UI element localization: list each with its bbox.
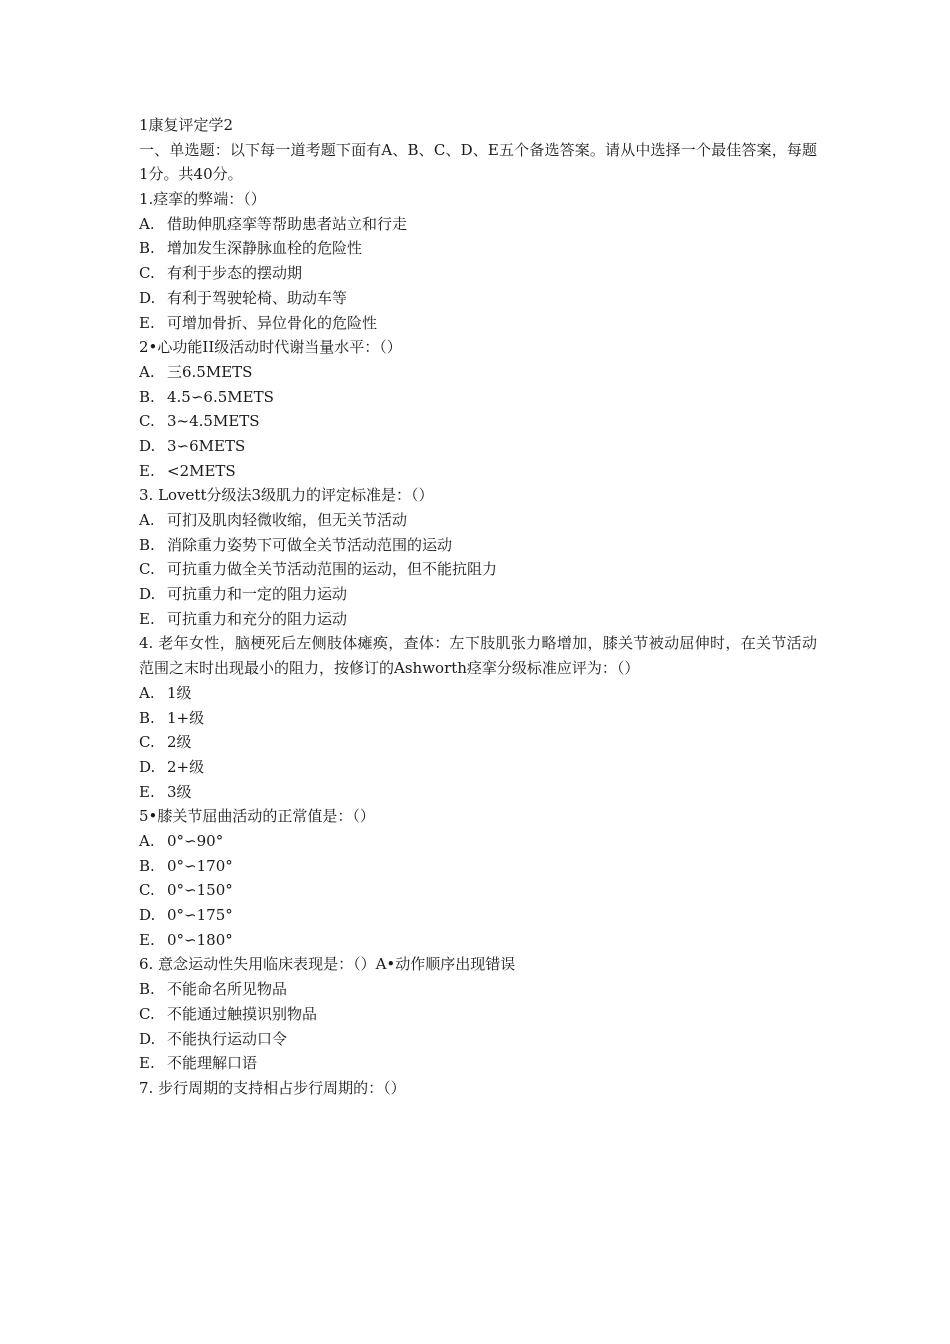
option-text: 1+级 [167, 708, 205, 727]
question-block [139, 804, 817, 952]
answer-option [139, 434, 817, 459]
answer-option [139, 1027, 817, 1052]
answer-option [139, 286, 817, 311]
question-block [139, 335, 817, 483]
question-stem: 4. 老年女性，脑梗死后左侧肢体瘫痪，查体：左下肢肌张力略增加，膝关节被动屈伸时，在关节活动范围之末时出现最小的阻力，按修订的Ashworth痉挛分级标准应评为：（） [139, 634, 817, 678]
answer-option [139, 508, 817, 533]
option-text: 有利于步态的摆动期 [167, 264, 303, 283]
option-text: 0°∽180° [167, 930, 233, 949]
option-text: 可抗重力和一定的阻力运动 [167, 585, 348, 604]
option-letter: B. [139, 980, 155, 999]
option-letter: A. [139, 832, 155, 850]
section-intro: 一、单选题：以下每一道考题下面有A、B、C、D、E五个备选答案。请从中选择一个最佳答案，每题1分。共40分。 [139, 140, 817, 184]
option-text: 2+级 [167, 757, 205, 776]
question-stem: 2•心功能II级活动时代谢当量水平：（） [139, 338, 402, 357]
option-letter: D. [139, 906, 156, 925]
answer-option [139, 730, 817, 755]
question-stem: 3. Lovett分级法3级肌力的评定标准是：（） [139, 486, 434, 505]
answer-option [139, 533, 817, 558]
option-letter: A. [139, 683, 155, 702]
answer-option [139, 409, 817, 434]
question-stem: 5•膝关节屈曲活动的正常值是：（） [139, 807, 375, 826]
answer-option [139, 557, 817, 582]
option-text: 可扪及肌肉轻微收缩，但无关节活动 [167, 511, 408, 530]
option-text: 3级 [167, 782, 192, 801]
question-block [139, 187, 817, 335]
option-letter: C. [139, 1004, 155, 1023]
question-stem: 1.痉挛的弊端：（） [139, 190, 266, 209]
option-letter: A. [139, 511, 155, 530]
option-text: 不能执行运动口令 [167, 1029, 288, 1048]
option-text: 0°∽150° [167, 881, 233, 900]
answer-option [139, 261, 817, 286]
option-text: 4.5∽6.5METS [167, 387, 274, 406]
answer-option [139, 903, 817, 928]
option-letter: C. [139, 412, 155, 431]
option-text: 可抗重力和充分的阻力运动 [167, 609, 348, 628]
answer-option [139, 706, 817, 731]
answer-option [139, 780, 817, 805]
option-letter: E. [139, 461, 155, 480]
answer-option [139, 977, 817, 1002]
option-letter: A. [139, 362, 155, 381]
option-text: 不能通过触摸识别物品 [167, 1004, 318, 1023]
answer-option [139, 1051, 817, 1076]
option-text: 增加发生深静脉血栓的危险性 [167, 239, 363, 258]
answer-option [139, 928, 817, 953]
answer-option [139, 854, 817, 879]
option-text: 0°∽175° [167, 906, 233, 925]
option-text: 有利于驾驶轮椅、助动车等 [167, 288, 348, 307]
answer-option [139, 236, 817, 261]
answer-option [139, 212, 817, 237]
answer-option [139, 681, 817, 706]
option-text: 1级 [167, 683, 192, 702]
option-text: 借助伸肌痉挛等帮助患者站立和行走 [167, 214, 408, 233]
option-text: 不能理解口语 [167, 1054, 258, 1073]
option-letter: B. [139, 535, 155, 554]
question-block [139, 952, 817, 1075]
option-text: <2METS [167, 461, 236, 480]
option-letter: C. [139, 560, 155, 579]
question-list [139, 187, 817, 1100]
option-letter: C. [139, 733, 155, 752]
answer-option [139, 755, 817, 780]
answer-option [139, 582, 817, 607]
option-text: 2级 [167, 733, 192, 752]
option-letter: D. [139, 288, 156, 307]
option-letter: D. [139, 436, 156, 455]
option-text: 0°∽170° [167, 856, 233, 875]
option-letter: D. [139, 585, 156, 604]
option-text: 3~4.5METS [167, 412, 260, 431]
option-letter: A. [139, 214, 155, 233]
option-letter: D. [139, 757, 156, 776]
document-page [139, 113, 817, 1101]
option-text: 可增加骨折、异位骨化的危险性 [167, 313, 378, 332]
option-letter: B. [139, 856, 155, 875]
option-letter: C. [139, 264, 155, 283]
option-text: 0°∽90° [167, 832, 224, 850]
answer-option [139, 311, 817, 336]
answer-option [139, 607, 817, 632]
option-text: 不能命名所见物品 [167, 980, 288, 999]
option-letter: D. [139, 1029, 156, 1048]
option-text: 可抗重力做全关节活动范围的运动，但不能抗阻力 [167, 560, 498, 579]
option-letter: B. [139, 387, 155, 406]
option-letter: B. [139, 708, 155, 727]
question-stem: 7. 步行周期的支持相占步行周期的：（） [139, 1078, 406, 1097]
option-text: 三6.5METS [167, 362, 253, 381]
answer-option [139, 1002, 817, 1027]
question-block [139, 631, 817, 804]
option-letter: B. [139, 239, 155, 258]
question-stem: 6. 意念运动性失用临床表现是：（）A•动作顺序出现错误 [139, 955, 516, 974]
option-letter: E. [139, 1054, 155, 1073]
option-letter: E. [139, 609, 155, 628]
question-block [139, 483, 817, 631]
option-letter: C. [139, 881, 155, 900]
option-letter: E. [139, 930, 155, 949]
option-text: 消除重力姿势下可做全关节活动范围的运动 [167, 535, 453, 554]
question-block [139, 1076, 817, 1101]
answer-option [139, 360, 817, 385]
answer-option [139, 829, 817, 854]
answer-option [139, 459, 817, 484]
document-title: 1康复评定学2 [139, 116, 234, 134]
option-text: 3∽6METS [167, 436, 246, 455]
option-letter: E. [139, 782, 155, 801]
answer-option [139, 878, 817, 903]
answer-option [139, 385, 817, 410]
option-letter: E. [139, 313, 155, 332]
